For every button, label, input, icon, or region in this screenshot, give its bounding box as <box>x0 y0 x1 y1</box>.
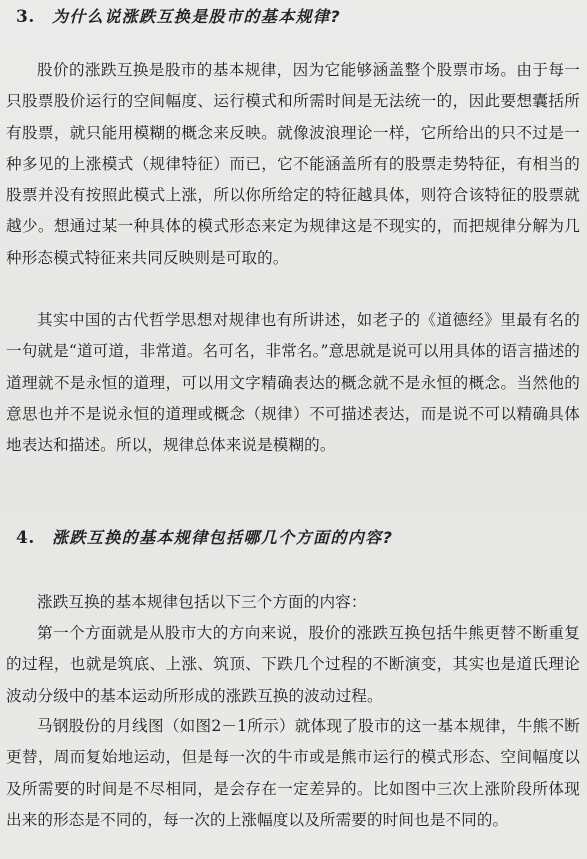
section-3-heading <box>16 6 341 28</box>
section-3-paragraph-1: 股价的涨跌互换是股市的基本规律，因为它能够涵盖整个股票市场。由于每一只股票股价运行的空间幅度、运行模式和所需时间是无法统一的，因此要想囊括所有股票，就只能用模糊的概念来反映。就像波浪理论一样，它所给出的只不过是一种多见的上涨模式（规律特征）而已，它不能涵盖所有的股票走势特征，有相当的股票并没有按照此模式上涨，所以你所给定的特征越具体，则符合该特征的股票就越少。想通过某一种具体的模式形态来定为规律这是不现实的，而把规律分解为几种形态模式特征来共同反映则是可取的。 <box>6 61 580 267</box>
section-3-number: 3. <box>16 7 35 27</box>
section-4-paragraph-2: 第一个方面就是从股市大的方向来说，股价的涨跌互换包括牛熊更替不断重复的过程，也就是筑底、上涨、筑顶、下跌几个过程的不断演变，其实也是道氏理论波动分级中的基本运动所形成的涨跌互换的波动过程。 <box>6 624 580 705</box>
section-4-number: 4. <box>16 528 35 548</box>
section-3-title: 为什么说涨跌互换是股市的基本规律? <box>52 7 342 26</box>
section-3-paragraph-2: 其实中国的古代哲学思想对规律也有所讲述，如老子的《道德经》里最有名的一句就是“道可道，非常道。名可名，非常名。”意思就是说可以用具体的语言描述的道理就不是永恒的道理，可以用文字精确表达的概念就不是永恒的概念。当然他的意思也并不是说永恒的道理或概念（规律）不可描述表达，而是说不可以精确具体地表达和描述。所以，规律总体来说是模糊的。 <box>6 311 580 455</box>
section-4-paragraph-3: 马钢股份的月线图（如图2－1所示）就体现了股市的这一基本规律，牛熊不断更替，周而复始地运动，但是每一次的牛市或是熊市运行的模式形态、空间幅度以及所需要的时间是不尽相同，是会存在一定差异的。比如图中三次上涨阶段所体现出来的形态是不同的，每一次的上涨幅度以及所需要的时间也是不同的。 <box>6 717 580 829</box>
section-4-title: 涨跌互换的基本规律包括哪几个方面的内容? <box>52 528 394 547</box>
section-4-paragraph-1: 涨跌互换的基本规律包括以下三个方面的内容： <box>37 593 367 611</box>
section-4-heading <box>16 527 393 549</box>
